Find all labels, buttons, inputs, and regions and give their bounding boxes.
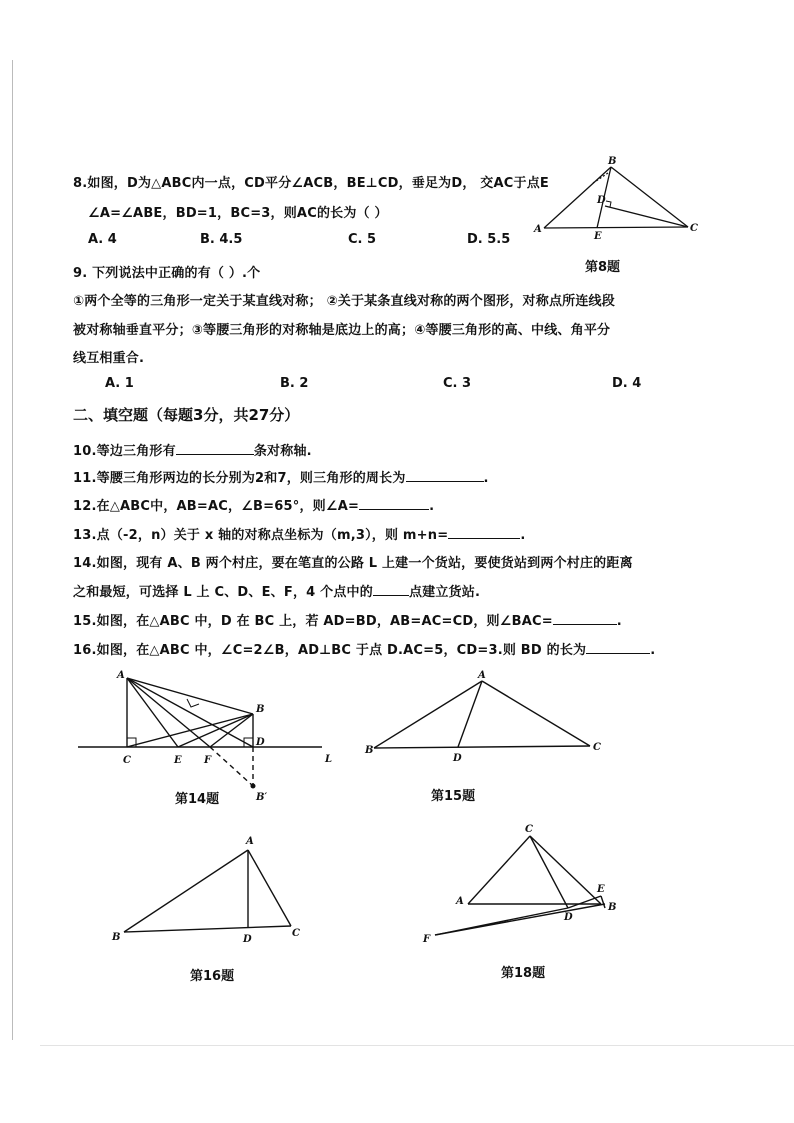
q14-line-1: 14.如图，现有 A、B 两个村庄，要在笔直的公路 L 上建一个货站，要使货站到两个村庄的距离: [73, 556, 633, 571]
q11: [73, 467, 489, 486]
q18-label-c: C: [525, 824, 533, 835]
q14-right-angle-top: [187, 699, 199, 707]
q8-figure: [530, 155, 700, 250]
q12-text-after: .: [429, 499, 435, 514]
q8-option-a: A. 4: [88, 232, 117, 247]
q16-text-after: .: [650, 643, 656, 658]
q15-segment-ad: [458, 681, 482, 747]
q14-label-l: L: [325, 754, 333, 765]
q10: [73, 440, 312, 459]
q15-text-after: .: [616, 614, 622, 629]
q8-label-b: B: [608, 156, 617, 167]
q16: [73, 639, 655, 658]
q15-side-ac: [482, 681, 590, 746]
q14-point-b-prime: [251, 784, 256, 789]
q16-side-bc: [124, 926, 291, 932]
q14-text-after: 点建立货站.: [408, 585, 481, 600]
q10-blank: [176, 442, 254, 455]
q14-segment-ab: [127, 678, 253, 714]
q14-segment-ae: [127, 678, 178, 747]
q10-text-after: 条对称轴.: [253, 444, 312, 459]
q9-option-c: C. 3: [443, 376, 472, 391]
q12-blank: [359, 497, 429, 510]
q11-blank: [406, 469, 484, 482]
q11-text-after: .: [483, 471, 489, 486]
q15-side-ab: [374, 681, 482, 748]
q18-label-e: E: [597, 884, 605, 895]
q14-blank: [373, 583, 409, 596]
page-left-edge: [12, 60, 13, 1040]
page-bottom-edge: [40, 1045, 794, 1046]
q9-line-1: ①两个全等的三角形一定关于某直线对称； ②关于某条直线对称的两个图形，对称点所连线段: [73, 294, 615, 309]
q16-label-b: B: [112, 932, 121, 943]
q18-label-d: D: [564, 912, 573, 923]
q12-text-before: 12.在△ABC中，AB=AC，∠B=65°，则∠A=: [73, 499, 360, 514]
q14-label-c: C: [123, 755, 131, 766]
q8-label-c: C: [690, 223, 698, 234]
q9-stem: 9. 下列说法中正确的有（ ）.个: [73, 266, 261, 281]
q18-figure: [418, 822, 628, 947]
q16-label-c: C: [292, 928, 300, 939]
q14-label-b-prime: B′: [256, 792, 268, 803]
q16-side-ac: [248, 850, 291, 926]
q14-caption: 第14题: [175, 792, 220, 807]
q8-label-e: E: [594, 231, 602, 242]
q8-option-c: C. 5: [348, 232, 377, 247]
q12: [73, 495, 434, 514]
q18-segment-ce: [530, 836, 601, 904]
q8-condition: ∠A=∠ABE，BD=1，BC=3，则AC的长为（ ）: [88, 206, 388, 221]
q8-side-ac: [544, 227, 688, 228]
q15: [73, 610, 622, 629]
q10-text-before: 10.等边三角形有: [73, 444, 176, 459]
q11-text-before: 11.等腰三角形两边的长分别为2和7，则三角形的周长为: [73, 471, 406, 486]
q14-label-e: E: [174, 755, 182, 766]
q9-option-b: B. 2: [280, 376, 309, 391]
q18-segment-eb: [601, 896, 605, 908]
q8-option-b: B. 4.5: [200, 232, 243, 247]
q16-caption: 第16题: [190, 969, 235, 984]
q13-text-before: 13.点（-2，n）关于 x 轴的对称点坐标为（m,3），则 m+n=: [73, 528, 449, 543]
q18-caption: 第18题: [501, 966, 546, 981]
q14-line-2: [73, 581, 480, 600]
q15-text-before: 15.如图，在△ABC 中，D 在 BC 上，若 AD=BD，AB=AC=CD，则∠BAC=: [73, 614, 553, 629]
q14-figure: [70, 668, 350, 808]
q8-stem: 8.如图，D为△ABC内一点，CD平分∠ACB，BE⊥CD，垂足为D， 交AC于点E: [73, 176, 549, 191]
q14-label-f: F: [204, 755, 212, 766]
q14-dashed-fb-prime: [210, 747, 253, 786]
q15-label-d: D: [453, 753, 462, 764]
q14-label-a: A: [117, 670, 125, 681]
q16-figure: [108, 830, 318, 945]
q14-segment-ad: [127, 678, 253, 747]
q18-label-a: A: [456, 896, 464, 907]
q9-line-2: 被对称轴垂直平分；③等腰三角形的对称轴是底边上的高；④等腰三角形的高、中线、角平分: [73, 323, 611, 338]
q13-blank: [448, 526, 520, 539]
section-fill-in-title: 二、填空题（每题3分，共27分）: [73, 406, 300, 424]
q15-side-bc: [374, 746, 590, 748]
q16-side-ab: [124, 850, 248, 932]
q14-label-d: D: [256, 737, 265, 748]
q15-blank: [553, 612, 617, 625]
q8-caption: 第8题: [585, 260, 621, 275]
q16-label-a: A: [246, 836, 254, 847]
q15-label-a: A: [478, 670, 486, 681]
q8-label-a: A: [534, 224, 542, 235]
q8-option-d: D. 5.5: [467, 232, 511, 247]
q13: [73, 524, 525, 543]
q13-text-after: .: [520, 528, 526, 543]
q18-label-f: F: [423, 934, 431, 945]
q8-side-bc: [611, 167, 688, 227]
q16-label-d: D: [243, 934, 252, 945]
q15-label-c: C: [593, 742, 601, 753]
q9-option-d: D. 4: [612, 376, 642, 391]
q16-text-before: 16.如图，在△ABC 中，∠C=2∠B，AD⊥BC 于点 D.AC=5，CD=3.则 BD 的长为: [73, 643, 587, 658]
q9-line-3: 线互相重合.: [73, 351, 145, 366]
q16-blank: [586, 641, 650, 654]
q15-caption: 第15题: [431, 789, 476, 804]
q18-segment-fd: [435, 908, 568, 935]
q15-figure: [362, 668, 612, 763]
q14-label-b: B: [256, 704, 265, 715]
q8-label-d: D: [597, 195, 606, 206]
q9-option-a: A. 1: [105, 376, 134, 391]
q18-segment-ca: [468, 836, 530, 904]
q18-segment-cd: [530, 836, 568, 908]
q15-label-b: B: [365, 745, 374, 756]
q18-label-b: B: [608, 902, 617, 913]
q14-text-before: 之和最短，可选择 L 上 C、D、E、F，4 个点中的: [73, 585, 373, 600]
